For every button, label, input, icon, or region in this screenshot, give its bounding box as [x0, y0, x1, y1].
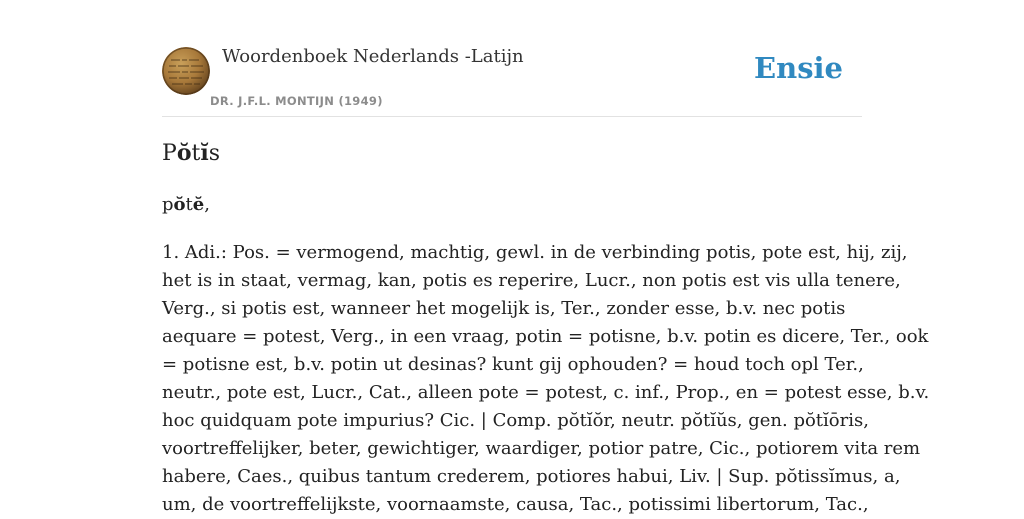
sub-form-part: , — [204, 194, 210, 215]
definition-line: 1. Adi.: Pos. = vermogend, machtig, gewl. in de verbinding potis, pote est, hij, zij, — [162, 242, 908, 263]
entry-title-part: s — [208, 141, 220, 166]
entry-sub-form — [162, 194, 210, 215]
definition-line: um, de voortreffelijkste, voornaamste, causa, Tac., potissimi libertorum, Tac., — [162, 494, 869, 515]
ensie-brand-link[interactable]: Ensie — [754, 51, 843, 85]
entry-title — [162, 140, 220, 166]
entry-title-part: ĭ — [200, 140, 209, 166]
definition-line: Verg., si potis est, wanneer het mogelijk is, Ter., zonder esse, b.v. nec potis — [162, 298, 846, 319]
entry-title-part: t — [191, 141, 201, 166]
definition-line: aequare = potest, Verg., in een vraag, potin = potisne, b.v. potin es dicere, Ter., ook — [162, 326, 929, 347]
sub-form-part: t — [185, 194, 193, 215]
sub-form-part: ĕ — [192, 194, 205, 215]
bronze-inscription-logo-icon[interactable] — [162, 47, 210, 95]
book-title[interactable]: Woordenboek Nederlands -Latijn — [222, 46, 524, 67]
definition-line: habere, Caes., quibus tantum crederem, potiores habui, Liv. | Sup. pŏtissĭmus, a, — [162, 466, 901, 487]
sub-form-part: ŏ — [173, 194, 186, 215]
entry-definition — [162, 239, 930, 519]
definition-line: hoc quidquam pote impurius? Cic. | Comp. pŏtĭŏr, neutr. pŏtĭŭs, gen. pŏtĭōris, — [162, 410, 869, 431]
sub-form-part: p — [162, 194, 174, 215]
entry-title-part: ŏ — [176, 140, 192, 166]
definition-line: het is in staat, vermag, kan, potis es reperire, Lucr., non potis est vis ulla tenere, — [162, 270, 901, 291]
entry-title-part: P — [162, 141, 177, 166]
definition-line: = potisne est, b.v. potin ut desinas? kunt gij ophouden? = houd toch opl Ter., — [162, 354, 864, 375]
header — [162, 0, 862, 117]
page — [162, 0, 930, 515]
book-author: DR. J.F.L. MONTIJN (1949) — [210, 94, 383, 108]
definition-line: neutr., pote est, Lucr., Cat., alleen pote = potest, c. inf., Prop., en = potest esse, b.v. — [162, 382, 930, 403]
definition-line: voortreffelijker, beter, gewichtiger, waardiger, potior patre, Cic., potiorem vita rem — [162, 438, 921, 459]
